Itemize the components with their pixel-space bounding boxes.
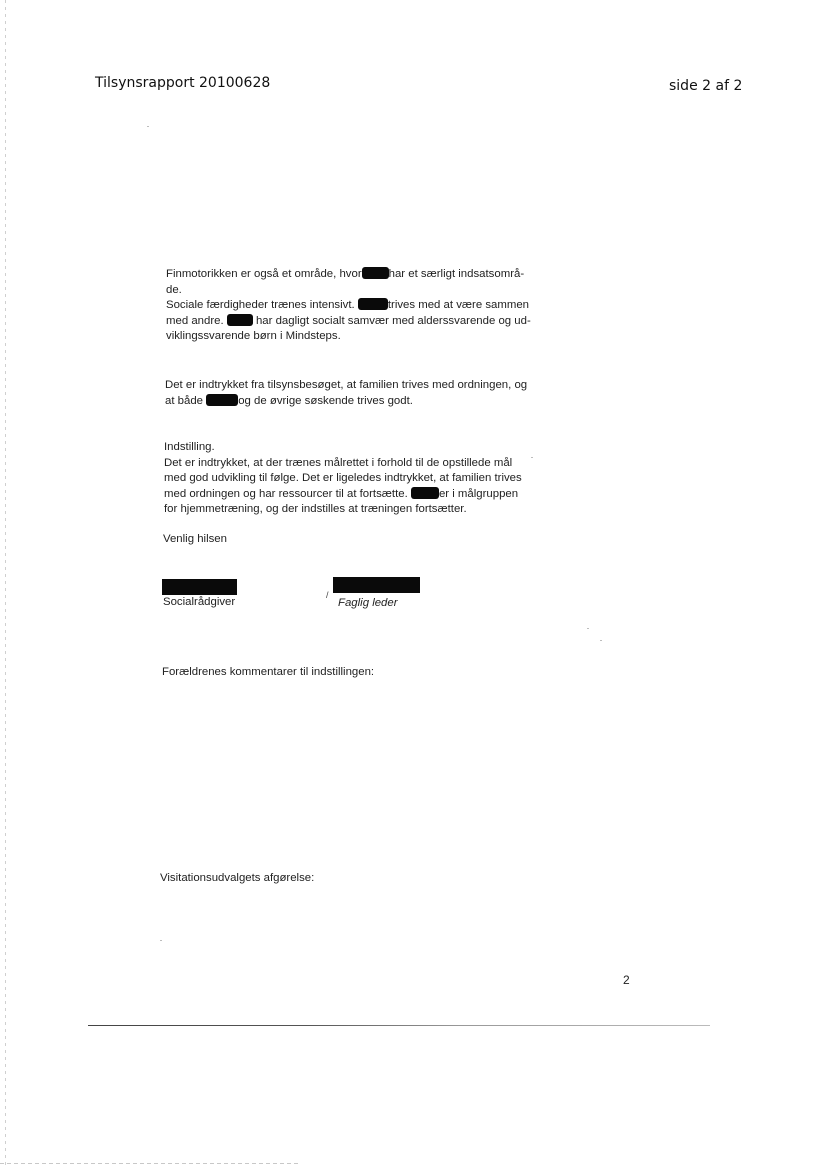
text-line: de. <box>166 283 182 296</box>
text-segment: at både <box>165 394 204 407</box>
text-line: Det er indtrykket, at der trænes målrettet i forhold til de opstillede mål <box>164 456 513 469</box>
paragraph-indtryk <box>165 378 527 409</box>
text-line <box>166 267 531 283</box>
text-segment: og de øvrige søskende trives godt. <box>238 394 413 407</box>
text-line: Det er indtrykket fra tilsynsbesøget, at familien trives med ordningen, og <box>165 379 528 391</box>
signature-redaction-right <box>333 577 420 593</box>
footer-rule <box>88 1025 710 1026</box>
signature-title-socialraadgiver: Socialrådgiver <box>163 596 236 608</box>
redaction-mark <box>227 314 253 326</box>
text-segment: har dagligt socialt samvær med alderssvarende og ud- <box>255 314 531 327</box>
parents-comments-label: Forældrenes kommentarer til indstillingen: <box>162 666 375 678</box>
text-segment: med ordningen og har ressourcer til at fortsætte. <box>164 487 408 500</box>
redaction-mark <box>358 298 388 310</box>
signature-title-faglig-leder: Faglig leder <box>338 597 398 609</box>
text-segment: med andre. <box>166 314 224 327</box>
text-line: med god udvikling til følge. Det er ligeledes indtrykket, at familien trives <box>164 472 522 484</box>
page-number: 2 <box>623 973 630 987</box>
text-line: viklingssvarende børn i Mindsteps. <box>166 330 341 342</box>
scan-speck <box>147 126 149 127</box>
redaction-mark <box>411 487 439 499</box>
redaction-mark <box>362 267 389 279</box>
scan-bottom-edge <box>0 1163 300 1164</box>
text-line <box>164 487 522 503</box>
scan-page-edge <box>5 0 6 1168</box>
section-heading: Indstilling. <box>164 441 215 453</box>
text-segment: er i målgruppen <box>438 487 519 500</box>
text-segment: har et særligt indsatsområ- <box>388 268 525 280</box>
scan-speck <box>531 457 533 458</box>
text-line: for hjemmetræning, og der indstilles at træningen fortsætter. <box>164 503 467 515</box>
text-segment: Sociale færdigheder trænes intensivt. <box>166 299 355 311</box>
signature-tick-mark: / <box>326 590 329 600</box>
redaction-mark <box>206 394 238 406</box>
page-label: side 2 af 2 <box>669 78 743 94</box>
paragraph-finmotorik <box>166 267 531 345</box>
text-line <box>166 298 531 314</box>
text-segment: trives med at være sammen <box>387 299 530 311</box>
scan-speck <box>587 628 589 629</box>
text-segment: Finmotorikken er også et område, hvor <box>166 268 362 280</box>
text-line <box>166 314 531 330</box>
visitation-decision-label: Visitationsudvalgets afgørelse: <box>160 872 315 884</box>
paragraph-indstilling <box>164 440 522 518</box>
text-line <box>165 394 527 410</box>
scan-speck <box>160 940 162 941</box>
scan-speck <box>600 640 602 641</box>
report-title: Tilsynsrapport 20100628 <box>95 75 271 91</box>
closing-greeting: Venlig hilsen <box>163 533 227 545</box>
signature-redaction-left <box>162 579 237 595</box>
